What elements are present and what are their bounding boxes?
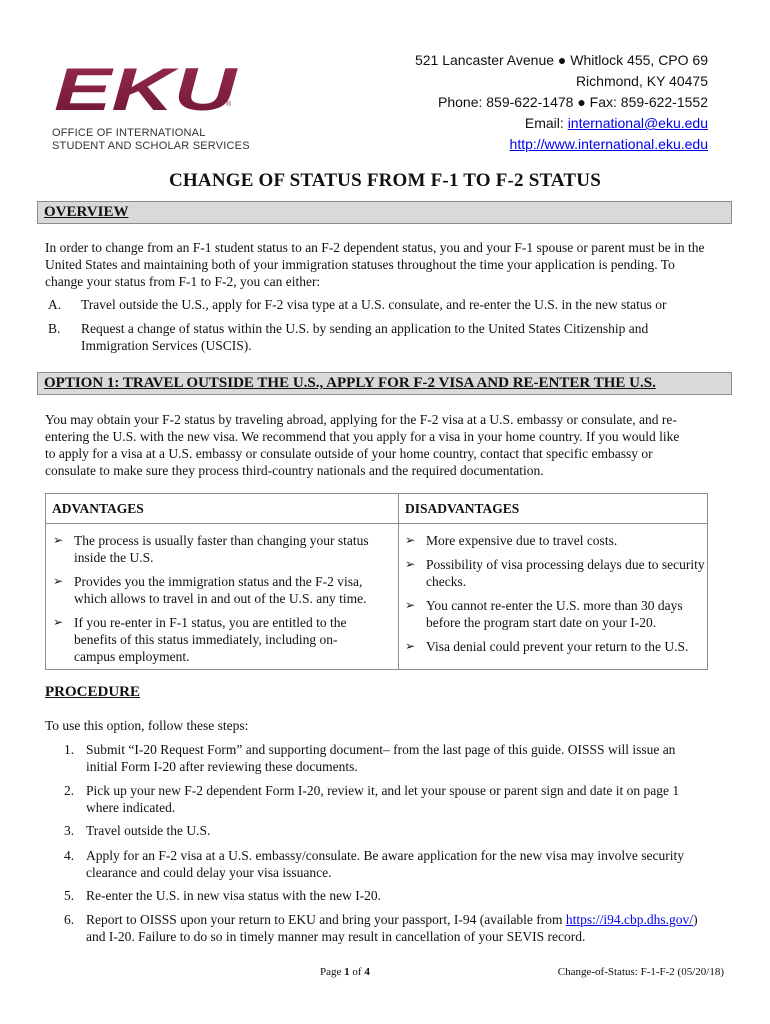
disadvantage-line: checks. [426,574,467,589]
advantage-line: campus employment. [74,649,190,664]
step-line-text: Report to OISSS upon your return to EKU and bring your passport, I-94 (available from [86,912,566,927]
step-line: Pick up your new F-2 dependent Form I-20, review it, and let your spouse or parent sign and date it on page 1 [86,783,680,798]
advantages-table-row [46,524,708,670]
overview-heading [37,201,732,224]
arrow-bullet-icon: ➢ [405,557,416,571]
document-title: CHANGE OF STATUS FROM F-1 TO F-2 STATUS [169,170,601,191]
email-row [415,113,708,134]
procedure-intro: To use this option, follow these steps: [45,718,249,733]
advantages-table-header [46,494,708,524]
step-marker: 2. [64,783,75,798]
arrow-bullet-icon: ➢ [405,598,416,612]
option1-heading [37,372,732,395]
overview-option-b [48,320,728,356]
arrow-bullet-icon: ➢ [53,615,64,629]
step-text [86,741,675,775]
option1-intro-line: consulate to make sure they process third-country nationals and the required documentation. [45,463,544,478]
office-line-1: OFFICE OF INTERNATIONAL [52,127,206,139]
website-link[interactable]: http://www.international.eku.edu [509,136,708,152]
option-line: Travel outside the U.S., apply for F-2 visa type at a U.S. consulate, and re-enter the U.S. in the new status or [81,297,667,312]
disadvantage-line: Visa denial could prevent your return to the U.S. [426,639,689,654]
advantage-line: which allows to travel in and out of the U.S. any time. [74,591,367,606]
page-mid: of [349,966,365,978]
eku-logo-mark [52,58,242,124]
office-name [52,127,252,153]
procedure-step [64,741,724,777]
page-number [320,966,370,978]
i94-link[interactable]: https://i94.cbp.dhs.gov/ [565,912,694,927]
option-text [81,296,667,313]
step-marker: 3. [64,823,75,838]
advantage-line: If you re-enter in F-1 status, you are entitled to the [74,615,347,630]
disadvantage-line: You cannot re-enter the U.S. more than 30 days [426,598,683,613]
office-line-2: STUDENT AND SCHOLAR SERVICES [52,140,250,152]
step-marker: 1. [64,742,75,757]
step-text [86,887,381,904]
arrow-bullet-icon: ➢ [405,533,416,547]
option-marker: A. [48,297,62,312]
option1-intro-line: entering the U.S. with the new visa. We recommend that you apply for a visa in your home country. If you would like [45,429,680,444]
procedure-step [64,782,724,818]
eku-logo-text: EKU [54,58,239,123]
phone-fax: Phone: 859-622-1478 ● Fax: 859-622-1552 [438,94,708,110]
address-line-2: Richmond, KY 40475 [575,73,708,89]
disadvantage-line: before the program start date on your I-20. [426,615,657,630]
step-marker: 6. [64,912,75,927]
address-line-1: 521 Lancaster Avenue ● Whitlock 455, CPO 69 [414,52,708,68]
step-line-text: ) [693,912,698,927]
advantage-line: benefits of this status immediately, including on- [74,632,338,647]
step-text [86,822,210,839]
procedure-step [64,911,734,947]
page-prefix: Page [320,966,345,978]
disadvantages-header: DISADVANTAGES [399,494,708,524]
step-line: initial Form I-20 after reviewing these documents. [86,759,358,774]
website-row [415,134,708,155]
advantages-header: ADVANTAGES [46,494,399,524]
overview-heading-text: OVERVIEW [44,204,129,220]
disadvantages-cell [399,524,708,670]
procedure-step [64,887,724,907]
arrow-bullet-icon: ➢ [405,639,416,653]
overview-intro [45,239,735,290]
arrow-bullet-icon: ➢ [53,574,64,588]
page-current: 1 [344,966,350,978]
option1-intro-line: to apply for a visa at a U.S. embassy or consulate outside of your home country, contact that specific embassy or [45,446,653,461]
option1-intro-line: You may obtain your F-2 status by traveling abroad, applying for the F-2 visa at a U.S. embassy or consulate, and re- [45,412,677,427]
svg-text:®: ® [226,101,232,108]
option-line: Immigration Services (USCIS). [81,338,252,353]
option-line: Request a change of status within the U.S. by sending an application to the United States Citizenship and [81,321,649,336]
arrow-bullet-icon: ➢ [53,533,64,547]
procedure-step [64,847,724,883]
step-line: where indicated. [86,800,176,815]
advantage-line: The process is usually faster than changing your status [74,533,369,548]
step-line: clearance and could delay your visa issuance. [86,865,332,880]
step-line: Apply for an F-2 visa at a U.S. embassy/consulate. Be aware application for the new visa may involve security [86,848,684,863]
step-line: Re-enter the U.S. in new visa status with the new I-20. [86,888,382,903]
option1-heading-text: OPTION 1: TRAVEL OUTSIDE THE U.S., APPLY FOR F-2 VISA AND RE-ENTER THE U.S. [44,375,656,391]
step-line: Submit “I-20 Request Form” and supporting document– from the last page of this guide. OISSS will issue an [86,742,676,757]
step-line: Travel outside the U.S. [86,823,211,838]
option-text [81,320,648,354]
email-link[interactable]: international@eku.edu [567,115,708,131]
advantages-table [45,493,708,670]
overview-intro-line: United States and maintaining both of your immigration statuses throughout the time your application is pending. To [45,257,675,272]
disadvantage-line: Possibility of visa processing delays due to security [426,557,705,572]
overview-intro-line: In order to change from an F-1 student status to an F-2 dependent status, you and your F-1 spouse or parent must be in the [45,240,705,255]
step-line [86,911,736,928]
document-code: Change-of-Status: F-1-F-2 (05/20/18) [557,966,724,978]
step-text [86,782,679,816]
step-marker: 4. [64,848,75,863]
disadvantage-line: More expensive due to travel costs. [426,533,618,548]
email-label: Email: [524,115,568,131]
option1-intro [45,411,735,479]
step-line: and I-20. Failure to do so in timely manner may result in cancellation of your SEVIS record. [86,929,586,944]
step-marker: 5. [64,888,75,903]
advantage-line: Provides you the immigration status and the F-2 visa, [74,574,363,589]
advantages-cell [46,524,399,670]
contact-block [415,50,708,155]
page-total: 4 [364,966,370,978]
option-marker: B. [48,321,61,336]
procedure-heading: PROCEDURE [45,684,141,700]
overview-intro-line: change your status from F-1 to F-2, you can either: [45,274,321,289]
step-text [86,911,736,945]
step-text [86,847,684,881]
overview-option-a [48,296,728,316]
advantage-line: inside the U.S. [74,550,154,565]
procedure-step [64,822,724,842]
